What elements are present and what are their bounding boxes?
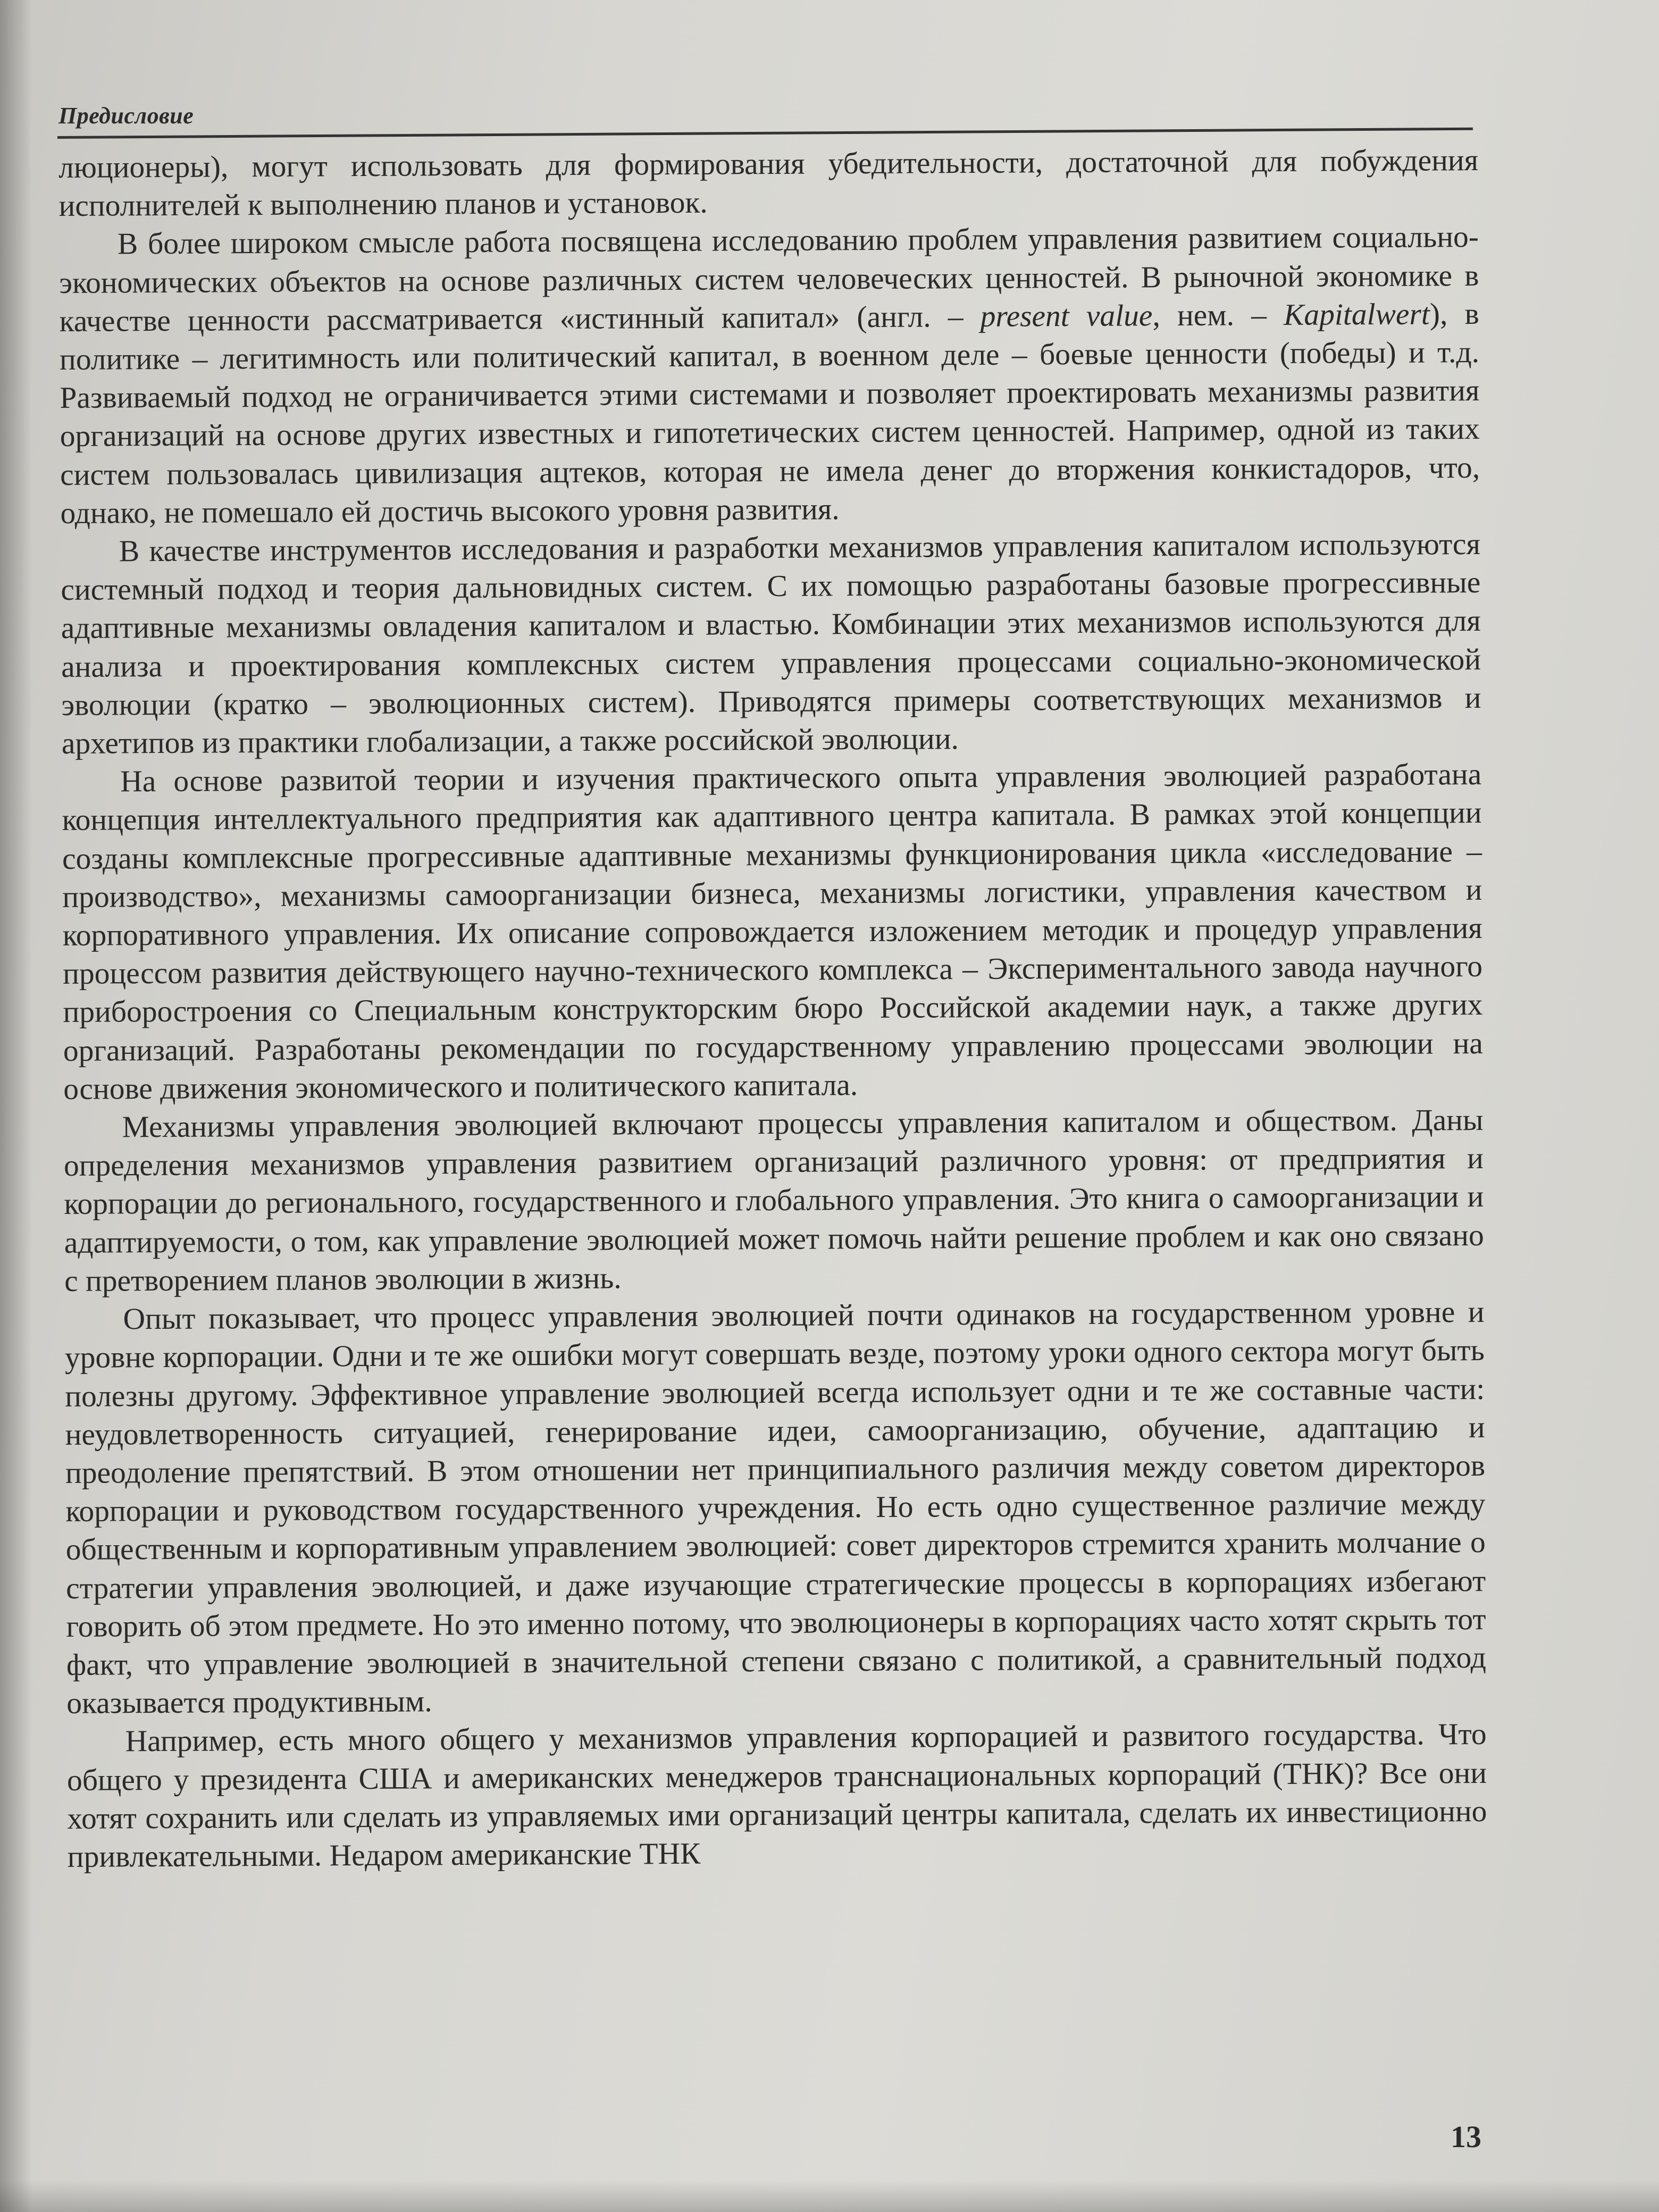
running-title: Предисловие	[58, 103, 194, 129]
header-rule	[57, 128, 1473, 139]
page-shadow-bottom	[0, 2180, 1659, 2212]
german-term: Kapitalwert	[1283, 297, 1430, 332]
paragraph-5: Механизмы управления эволюцией включают процессы управления капиталом и обществом. Даны определения механизмов управления развитием организаций различного уровня: от предприятия и корпорации до регионального, государственного и глобального управления. Это книга о самоорганизации и адаптируемости, о том, как управление эволюцией может помочь найти решение проблем и как оно связано с претворением планов эволюции в жизнь.	[63, 1103, 1484, 1298]
paragraph-2	[59, 218, 1480, 533]
paragraph-1: люционеры), могут использовать для формирования убедительности, достаточной для побуждения исполнителей к выполнению планов и установок.	[58, 144, 1479, 223]
body-text	[58, 141, 1487, 1876]
paragraph-2-part-3: ), в политике – легитимность или политический капитал, в военном деле – боевые ценности (победы) и т.д. Развиваемый подход не ограничивается этими системами и позволяет проектировать механизмы развития организаций на основе других известных и гипотетических систем ценностей. Например, одной из таких систем пользовалась цивилизация ацтеков, которая не имела денег до вторжения конкистадоров, что, однако, не помешало ей достичь высокого уровня развития.	[59, 297, 1480, 530]
paragraph-7: Например, есть много общего у механизмов управления корпорацией и развитого государства. Что общего у президента США и американских менеджеров транснациональных корпораций (ТНК)? Все они хотят сохранить или сделать из управляемых ими организаций центры капитала, сделать их инвестиционно привлекательными. Недаром американские ТНК	[66, 1717, 1487, 1874]
page-number: 13	[1451, 2119, 1481, 2154]
paragraph-2-part-1: В более широком смысле работа посвящена исследованию проблем управления развитием социально-экономических объектов на основе различных систем человеческих ценностей. В рыночной экономике в качестве ценности рассматривается «истинный капитал» (англ. –	[59, 220, 1479, 338]
paragraph-3: В качестве инструментов исследования и разработки механизмов управления капиталом используются системный подход и теория дальновидных систем. С их помощью разработаны базовые прогрессивные адаптивные механизмы овладения капиталом и властью. Комбинации этих механизмов используются для анализа и проектирования комплексных систем управления процессами социально-экономической эволюции (кратко – эволюционных систем). Приводятся примеры соответствующих механизмов и архетипов из практики глобализации, а также российской эволюции.	[61, 527, 1481, 761]
paragraph-6: Опыт показывает, что процесс управления эволюцией почти одинаков на государственном уровне и уровне корпорации. Одни и те же ошибки могут совершать везде, поэтому уроки одного сектора могут быть полезны другому. Эффективное управление эволюцией всегда использует одни и те же составные части: неудовлетворенность ситуацией, генерирование идеи, самоорганизацию, обучение, адаптацию и преодоление препятствий. В этом отношении нет принципиального различия между советом директоров корпорации и руководством государственного учреждения. Но есть одно существенное различие между общественным и корпоративным управлением эволюцией: совет директоров стремится хранить молчание о стратегии управления эволюцией, и даже изучающие стратегические процессы в корпорациях избегают говорить об этом предмете. Но это именно потому, что эволюционеры в корпорациях часто хотят скрыть тот факт, что управление эволюцией в значительной степени связано с политикой, а сравнительный подход оказывается продуктивным.	[64, 1295, 1487, 1721]
paragraph-4: На основе развитой теории и изучения практического опыта управления эволюцией разработана концепция интеллектуального предприятия как адаптивного центра капитала. В рамках этой концепции созданы комплексные прогрессивные адаптивные механизмы функционирования цикла «исследование – производство», механизмы самоорганизации бизнеса, механизмы логистики, управления качеством и корпоративного управления. Их описание сопровождается изложением методик и процедур управления процессом развития действующего научно-технического комплекса – Экспериментального завода научного приборостроения со Специальным конструкторским бюро Российской академии наук, а также других организаций. Разработаны рекомендации по государственному управлению процессами эволюции на основе движения экономического и политического капитала.	[62, 758, 1484, 1106]
paragraph-2-part-2: , нем. –	[1152, 298, 1284, 333]
page-shadow-left	[0, 0, 32, 2212]
english-term: present value	[980, 299, 1153, 333]
